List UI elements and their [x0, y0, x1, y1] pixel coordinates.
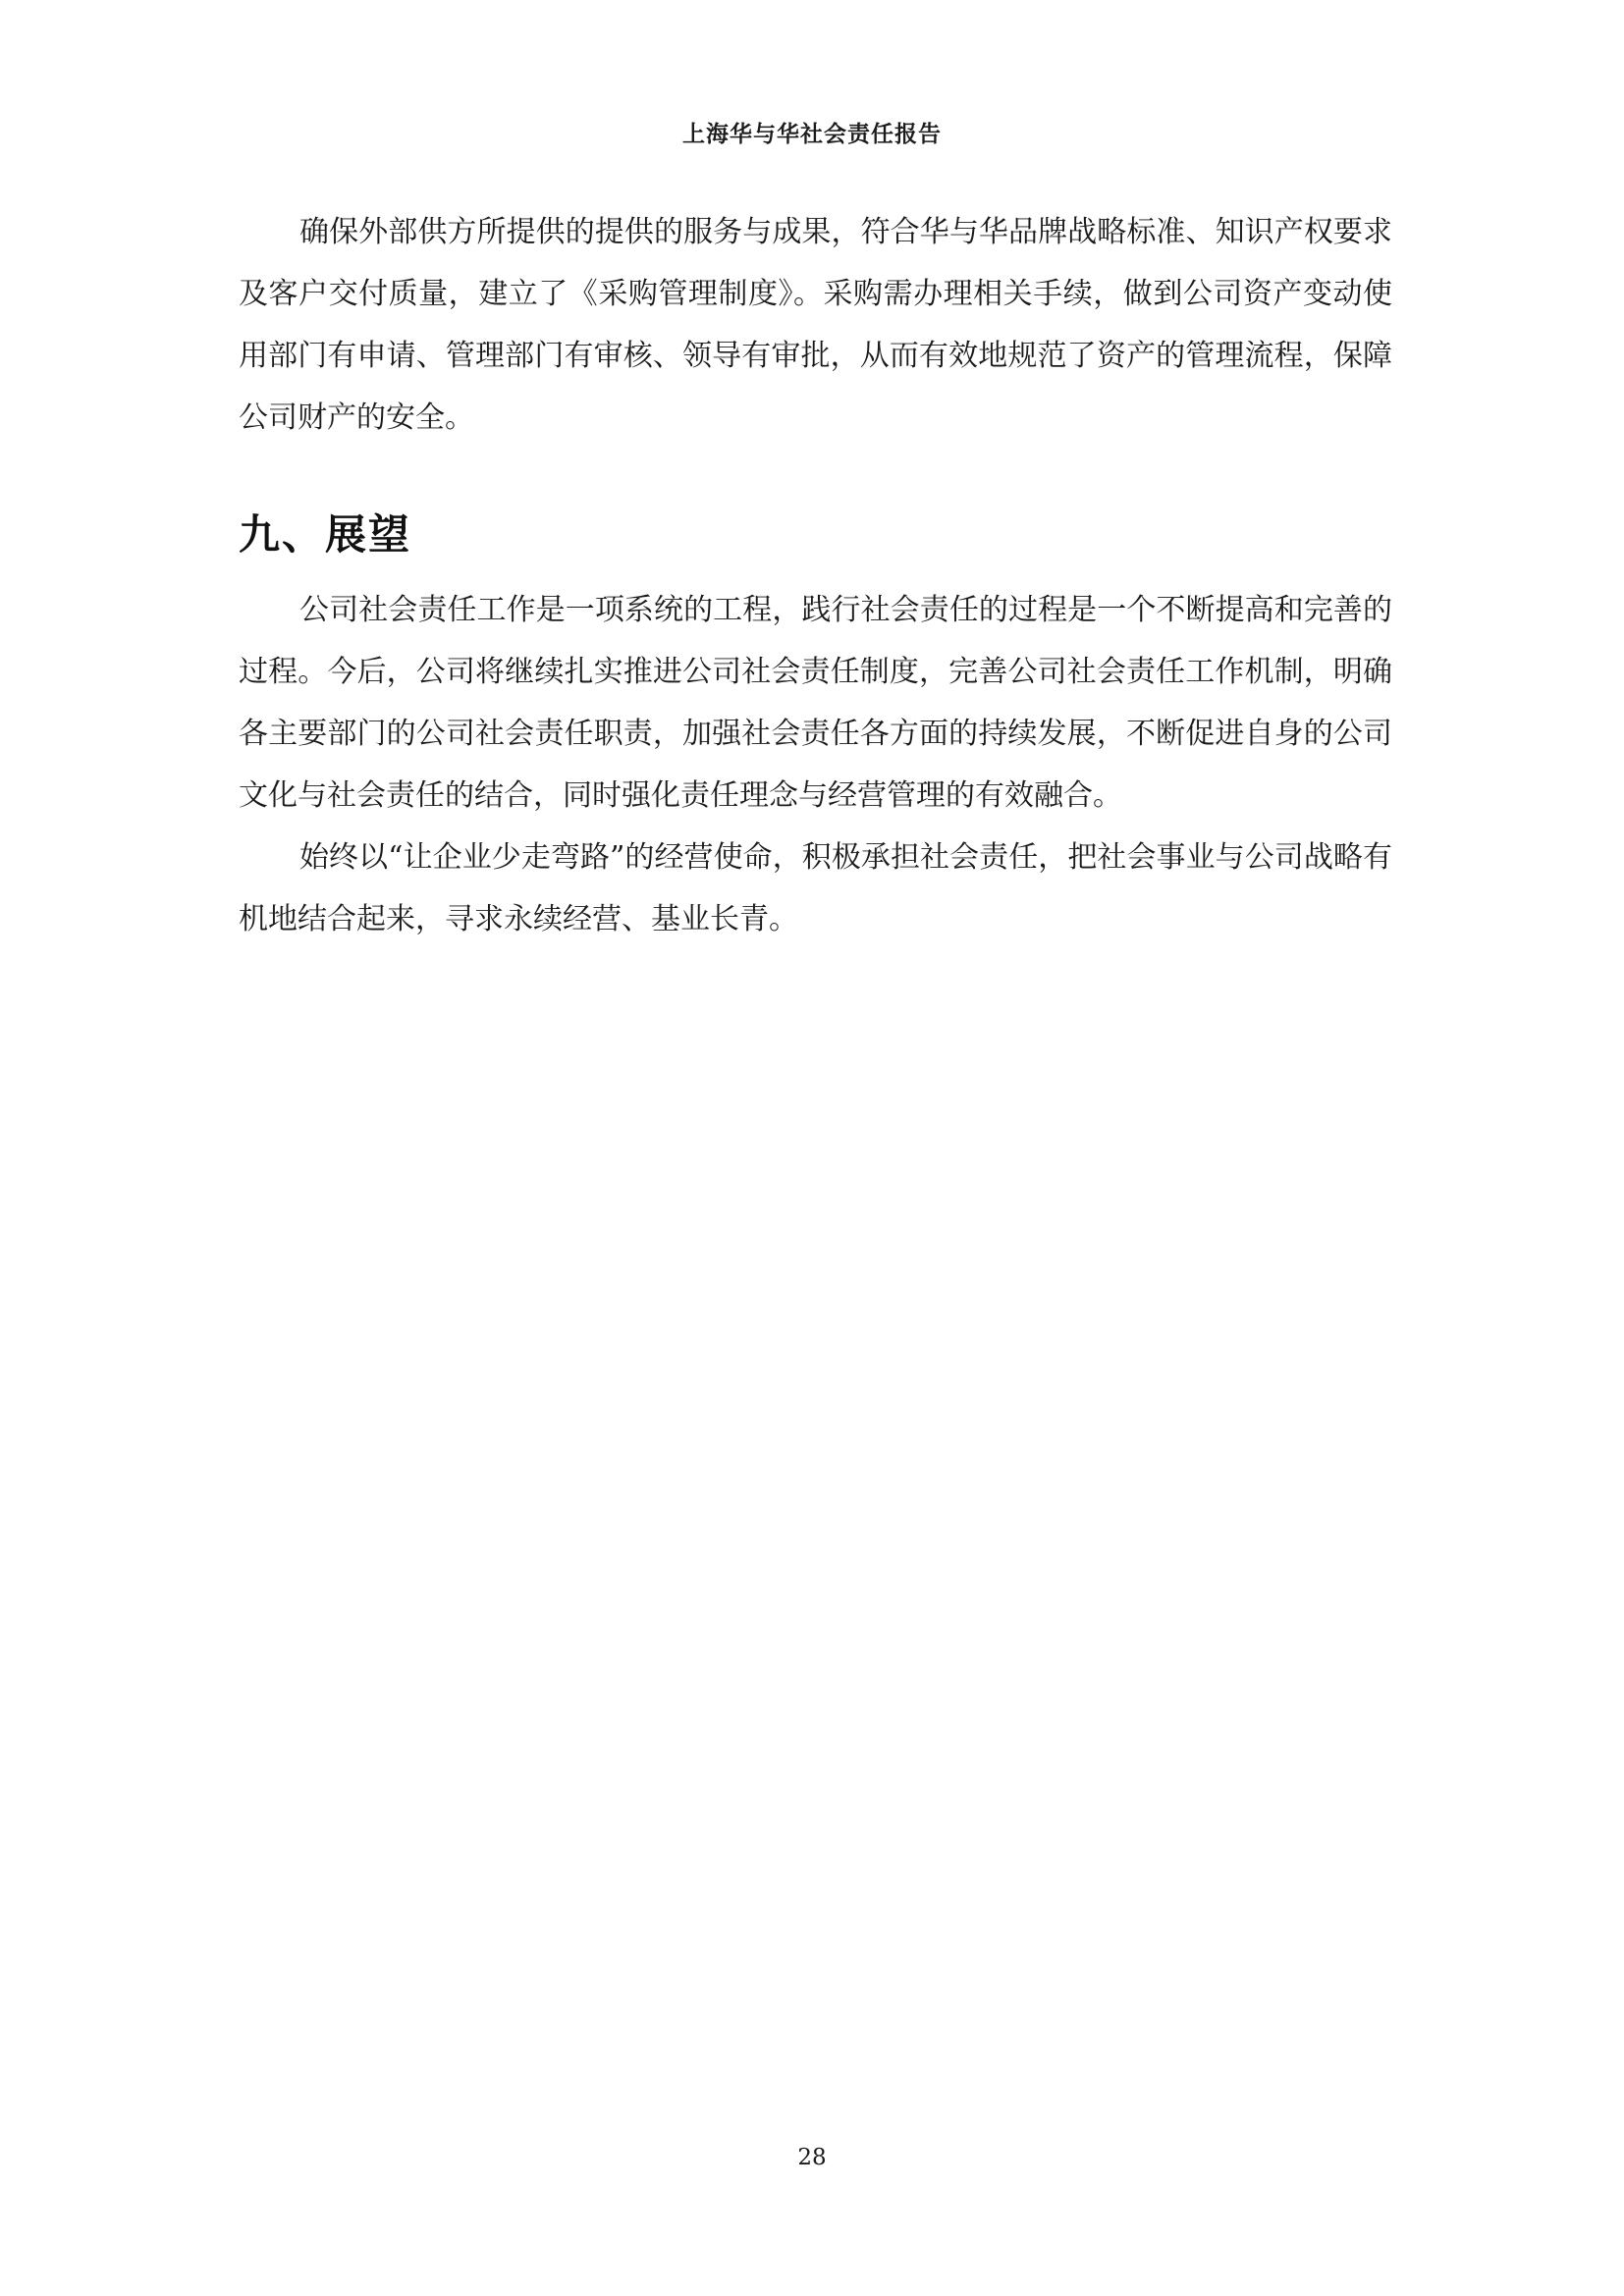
page-number: 28 — [797, 2145, 827, 2170]
document-body — [239, 201, 1392, 950]
document-header-title: 上海华与华社会责任报告 — [682, 122, 942, 147]
paragraph-procurement: 确保外部供方所提供的提供的服务与成果，符合华与华品牌战略标准、知识产权要求及客户交付质量，建立了《采购管理制度》。采购需办理相关手续，做到公司资产变动使用部门有申请、管理部门有审核、领导有审批，从而有效地规范了资产的管理流程，保障公司财产的安全。 — [239, 215, 1392, 435]
paragraph-outlook-2: 始终以“让企业少走弯路”的经营使命，积极承担社会责任，把社会事业与公司战略有机地结合起来，寻求永续经营、基业长青。 — [239, 840, 1392, 936]
heading-section-nine: 九、展望 — [239, 510, 412, 559]
paragraph-outlook-1: 公司社会责任工作是一项系统的工程，践行社会责任的过程是一个不断提高和完善的过程。今后，公司将继续扎实推进公司社会责任制度，完善公司社会责任工作机制，明确各主要部门的公司社会责任职责，加强社会责任各方面的持续发展，不断促进自身的公司文化与社会责任的结合，同时强化责任理念与经营管理的有效融合。 — [239, 593, 1392, 813]
